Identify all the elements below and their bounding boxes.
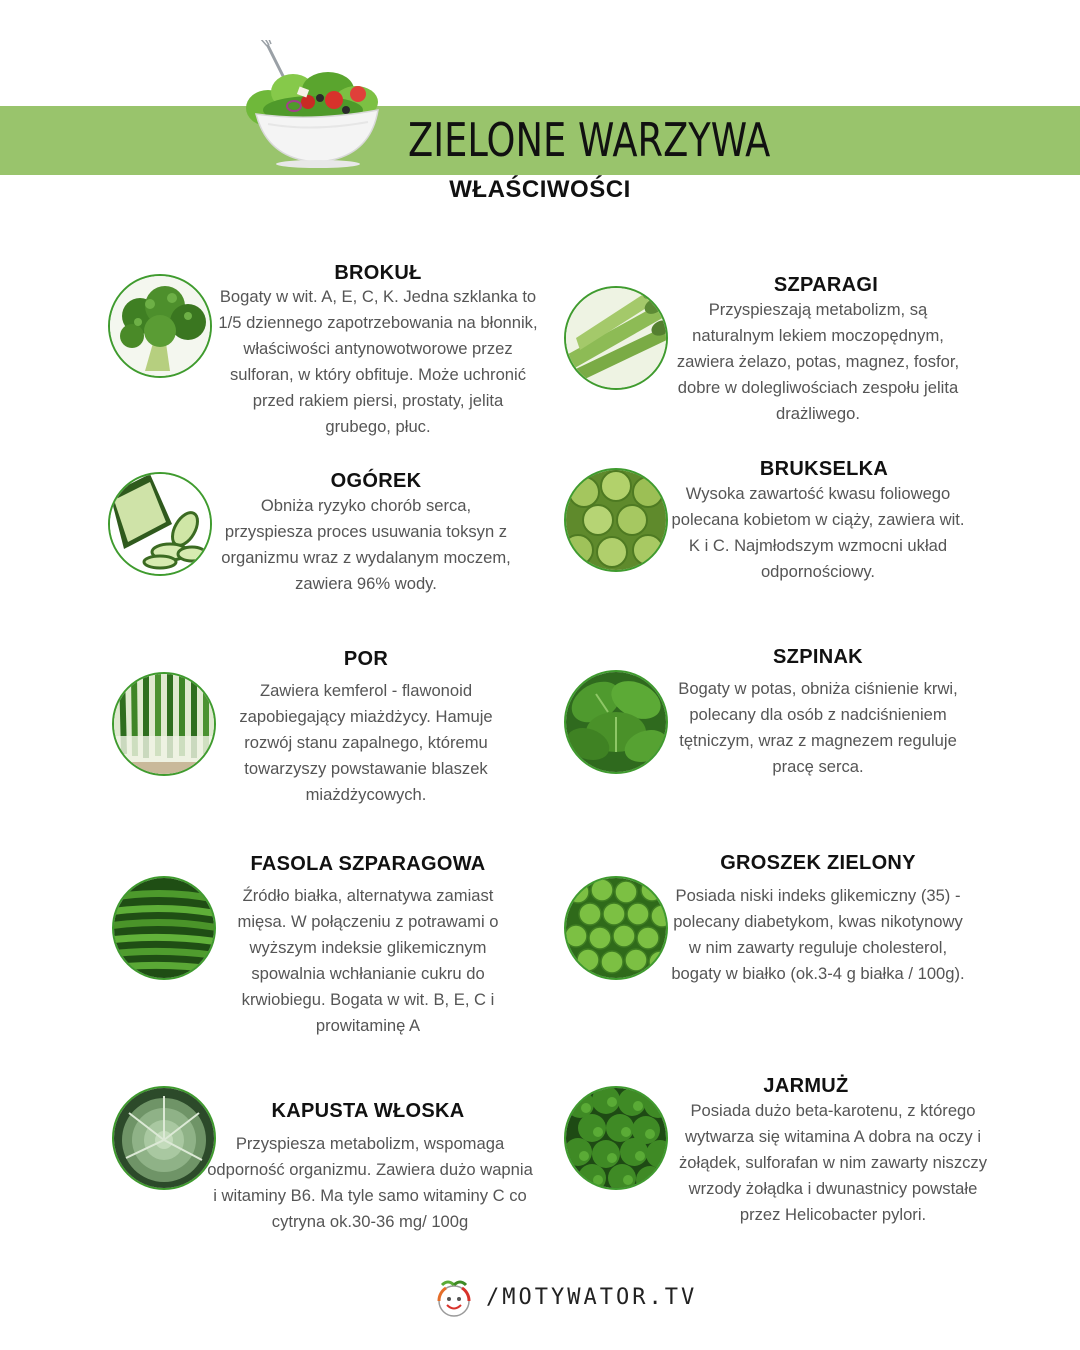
vegetable-title-brukselka: BRUKSELKA	[759, 458, 889, 480]
vegetable-desc-szparagi: Przyspieszają metabolizm, są naturalnym lekiem moczopędnym, zawiera żelazo, potas, magnez, fosfor, dobre w dolegliwościach zespołu jelita drażliwego.	[676, 300, 960, 423]
spinach-icon	[564, 670, 668, 774]
footer-brand: /MOTYWATOR.TV	[486, 1285, 698, 1310]
vegetable-desc-szpinak: Bogaty w potas, obniża ciśnienie krwi, polecany dla osób z nadciśnieniem tętniczym, wraz z magnezem reguluje pracę serca.	[678, 679, 958, 776]
brussels-sprouts-icon	[564, 468, 668, 572]
cucumber-icon	[108, 472, 212, 576]
motywator-logo-icon	[432, 1277, 476, 1321]
vegetable-desc-groszek-zielony: Posiada niski indeks glikemiczny (35) - polecany diabetykom, kwas nikotynowy w nim zawarty reguluje cholesterol, bogaty w białko (ok.3-4 g białka / 100g).	[671, 886, 965, 983]
vegetable-desc-fasola-szparagowa: Źródło białka, alternatywa zamiast mięsa. W połączeniu z potrawami o wyższym indeksie glikemicznym spowalnia wchłanianie cukru do krwiobiegu. Bogata w wit. B, E, C i prowitaminę A	[237, 886, 499, 1035]
asparagus-icon	[564, 286, 668, 390]
page-title: ZIELONE WARZYWA	[408, 113, 771, 167]
vegetable-title-brokul: BROKUŁ	[334, 262, 422, 284]
vegetable-title-jarmuz: JARMUŻ	[763, 1075, 849, 1097]
vegetable-title-por: POR	[343, 648, 389, 670]
vegetable-desc-por: Zawiera kemferol - flawonoid zapobiegający miażdżycy. Hamuje rozwój stanu zapalnego, któremu towarzyszy powstawanie blaszek miażdżycowych.	[239, 681, 493, 804]
vegetable-title-fasola-szparagowa: FASOLA SZPARAGOWA	[250, 853, 486, 875]
vegetable-title-kapusta-wloska: KAPUSTA WŁOSKA	[271, 1100, 465, 1122]
vegetable-title-szparagi: SZPARAGI	[773, 274, 879, 296]
vegetable-title-ogorek: OGÓREK	[330, 470, 422, 492]
vegetable-desc-brukselka: Wysoka zawartość kwasu foliowego polecana kobietom w ciąży, zawiera wit. K i C. Najmłodszym wzmocni układ odpornościowy.	[671, 484, 965, 581]
broccoli-icon	[108, 274, 212, 378]
salad-bowl-icon	[238, 40, 388, 170]
footer	[432, 1275, 698, 1325]
green-beans-icon	[112, 876, 216, 980]
savoy-cabbage-icon	[112, 1086, 216, 1190]
vegetable-desc-ogorek: Obniża ryzyko chorób serca, przyspiesza proces usuwania toksyn z organizmu wraz z wydalanym moczem, zawiera 96% wody.	[221, 496, 511, 593]
green-peas-icon	[564, 876, 668, 980]
leek-icon	[112, 672, 216, 776]
vegetable-desc-kapusta-wloska: Przyspiesza metabolizm, wspomaga odporność organizmu. Zawiera dużo wapnia i witaminy B6. Ma tyle samo witaminy C co cytryna ok.30-36 mg/ 100g	[207, 1134, 533, 1231]
vegetable-title-szpinak: SZPINAK	[773, 646, 863, 668]
page-subtitle: WŁAŚCIWOŚCI	[449, 176, 631, 203]
vegetable-title-groszek-zielony: GROSZEK ZIELONY	[720, 852, 916, 874]
vegetable-desc-brokul: Bogaty w wit. A, E, C, K. Jedna szklanka to 1/5 dziennego zapotrzebowania na błonnik, właściwości antynowotworowe przez sulforan, w który obfituje. Może uchronić przed rakiem piersi, prostaty, jelita grubego, płuc.	[218, 287, 538, 436]
kale-icon	[564, 1086, 668, 1190]
vegetable-desc-jarmuz: Posiada dużo beta-karotenu, z którego wytwarza się witamina A dobra na oczy i żołądek, sulforafan w nim zawarty niszczy wrzody żołądka i dwunastnicy powstałe przez Helicobacter pylori.	[678, 1101, 988, 1224]
